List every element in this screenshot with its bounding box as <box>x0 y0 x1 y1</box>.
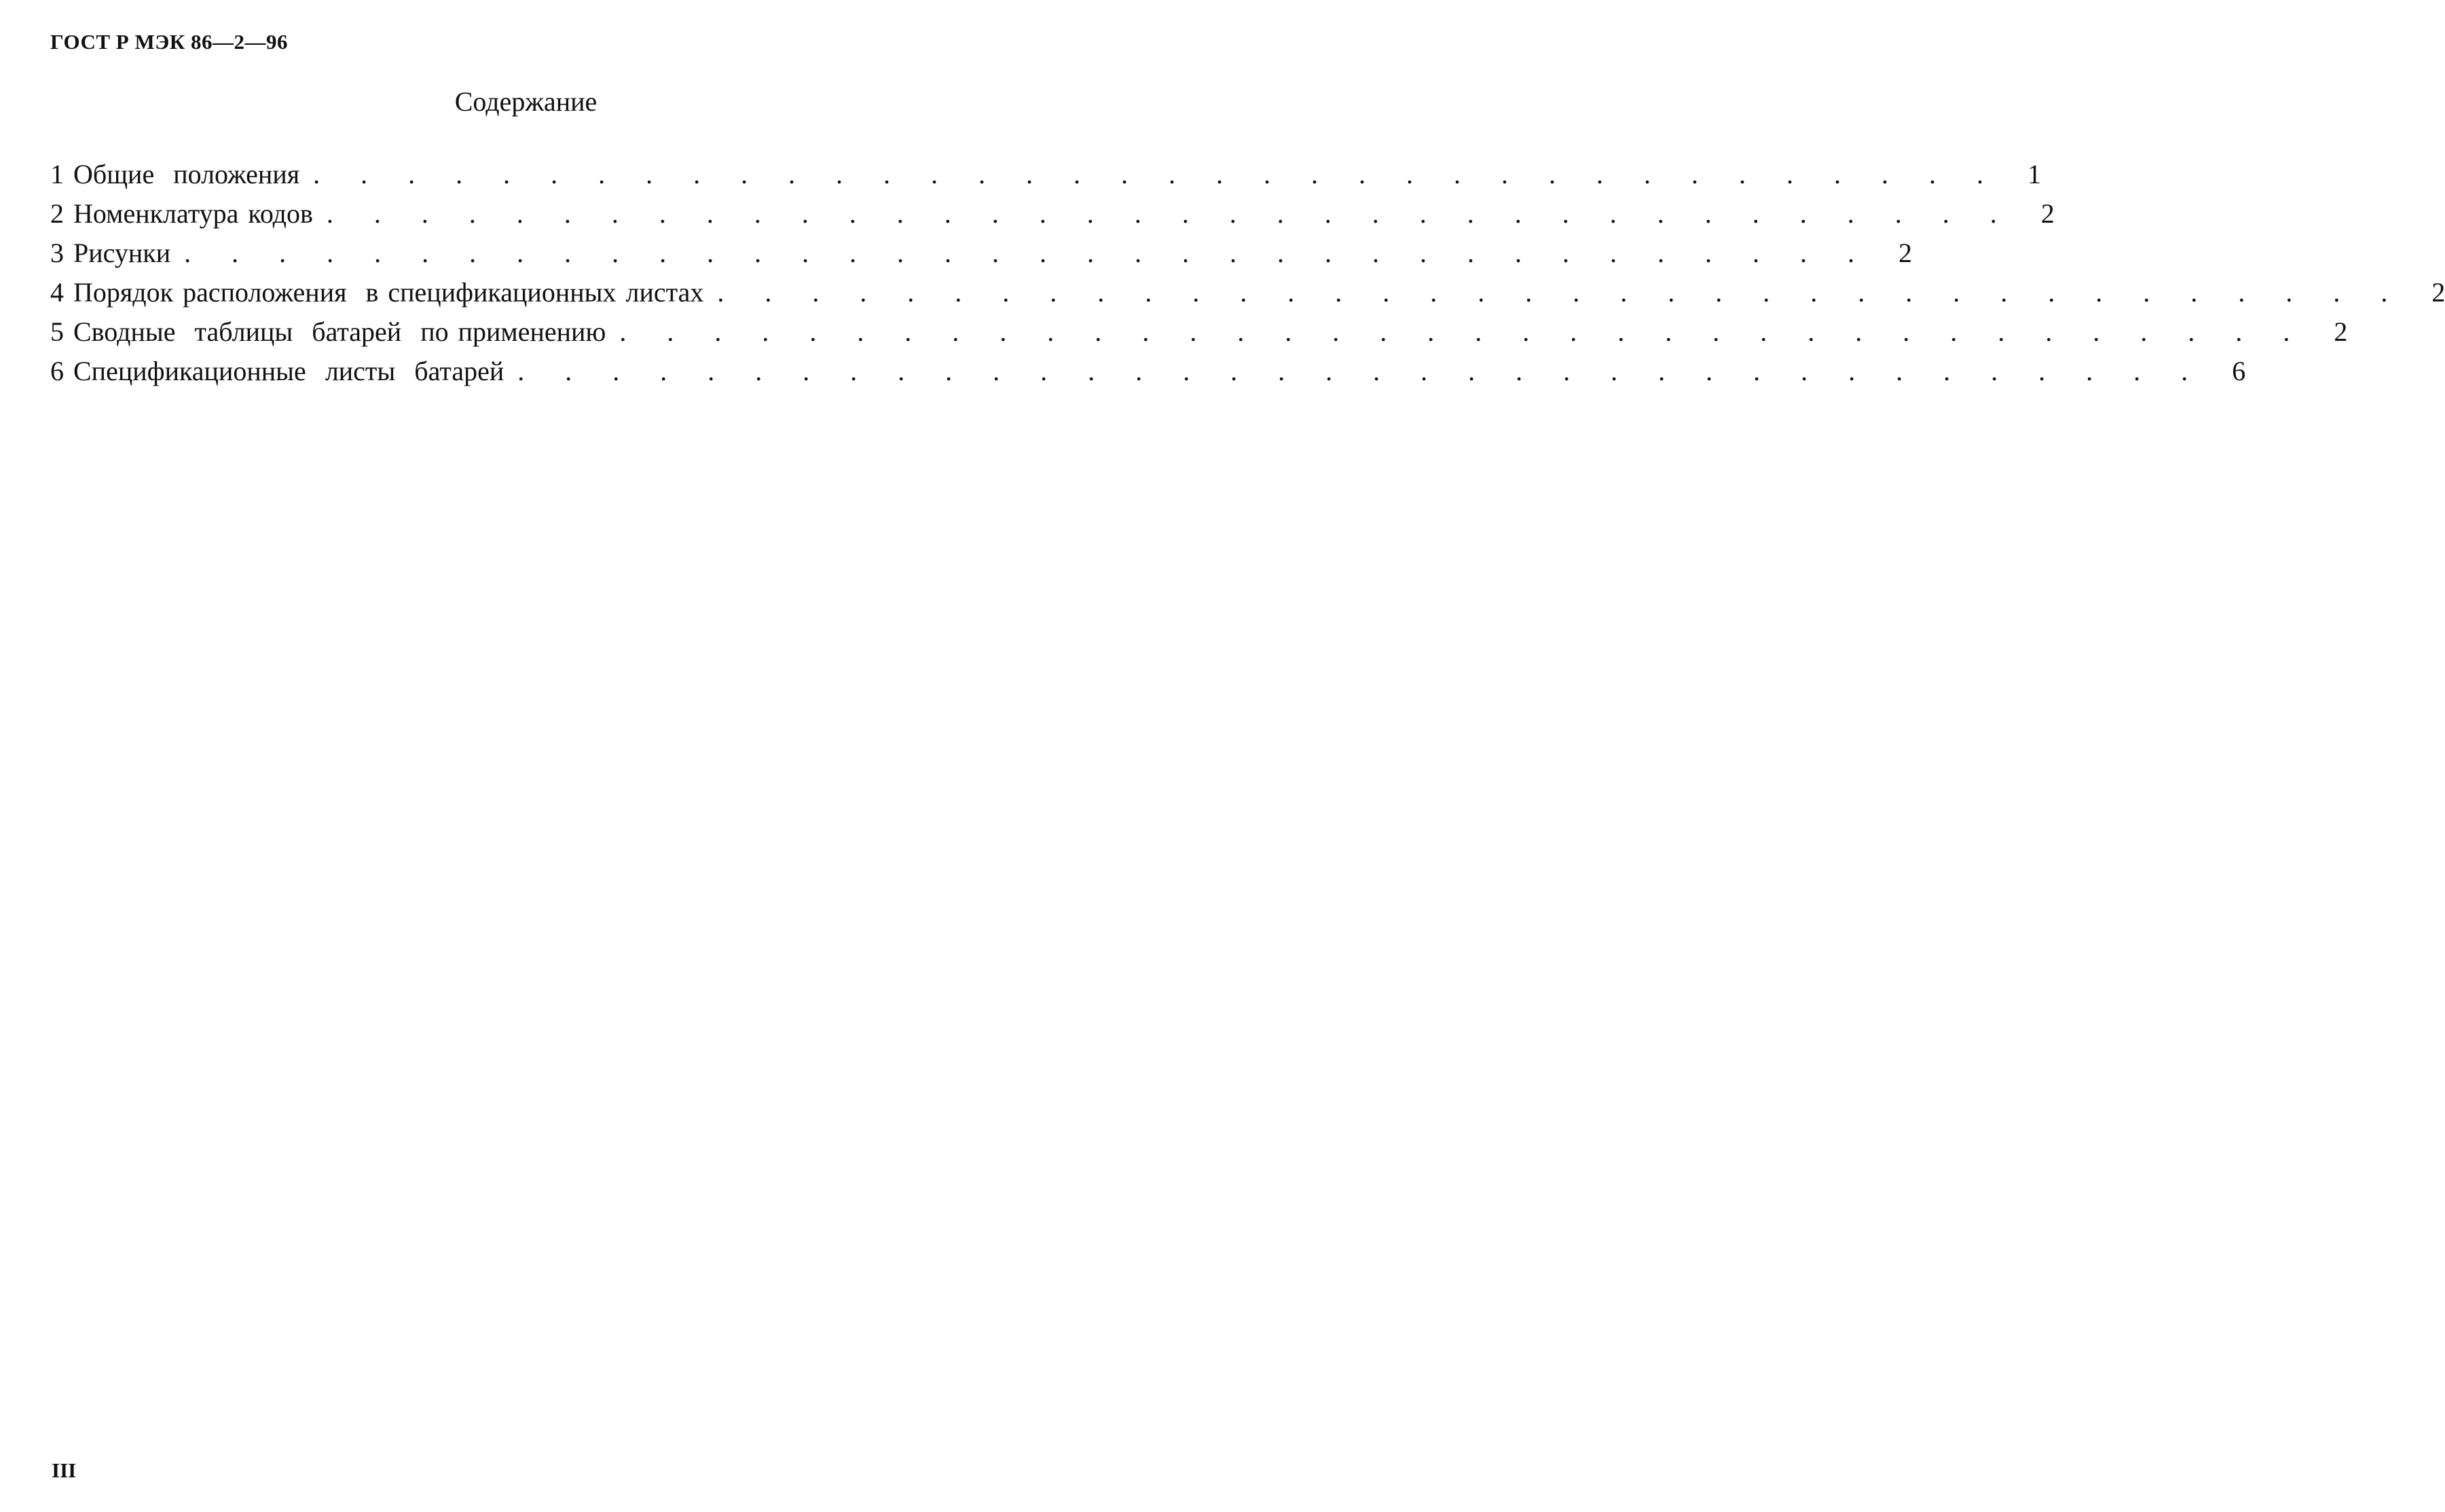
page-number: III <box>52 1458 77 1482</box>
toc-entry[interactable] <box>50 312 2348 352</box>
toc-entry-label: 3 Рисунки <box>50 238 171 268</box>
toc-entry-label: 2 Номенклатура кодов <box>50 198 313 229</box>
toc-entry[interactable] <box>50 194 2055 234</box>
toc-entry-page: 2 <box>2040 198 2055 229</box>
toc-dot-leader: . . . . . . . . . . . . . . . . . . . . . . . . . . . . . . . . . . . . <box>313 159 2001 189</box>
toc-dot-leader: . . . . . . . . . . . . . . . . . . . . . . . . . . . . . . . . . . . . <box>517 356 2205 386</box>
toc-dot-leader: . . . . . . . . . . . . . . . . . . . . . . . . . . . . . . . . . . . . <box>326 198 2014 229</box>
table-of-contents <box>50 155 2445 391</box>
toc-entry-label: 5 Сводные таблицы батарей по применению <box>50 316 606 347</box>
document-code: ГОСТ Р МЭК 86—2—96 <box>50 30 288 54</box>
toc-entry-page: 2 <box>1898 238 1913 268</box>
toc-entry[interactable] <box>50 234 1913 273</box>
toc-entry[interactable] <box>50 155 2042 194</box>
toc-entry-label: 6 Спецификационные листы батарей <box>50 356 504 386</box>
toc-dot-leader: . . . . . . . . . . . . . . . . . . . . . . . . . . . . . . . . . . . . <box>619 316 2307 347</box>
toc-entry-page: 6 <box>2232 356 2246 386</box>
toc-entry-label: 4 Порядок расположения в спецификационных листах <box>50 277 704 308</box>
toc-entry-page: 1 <box>2027 159 2042 189</box>
page-title: Содержание <box>454 86 598 117</box>
toc-entry[interactable] <box>50 273 2445 312</box>
toc-entry-page: 2 <box>2334 316 2348 347</box>
toc-entry-page: 2 <box>2431 277 2445 308</box>
toc-entry[interactable] <box>50 352 2246 391</box>
toc-entry-label: 1 Общие положения <box>50 159 300 189</box>
toc-dot-leader: . . . . . . . . . . . . . . . . . . . . . . . . . . . . . . . . . . . . <box>184 238 1872 268</box>
toc-dot-leader: . . . . . . . . . . . . . . . . . . . . . . . . . . . . . . . . . . . . <box>717 277 2405 308</box>
